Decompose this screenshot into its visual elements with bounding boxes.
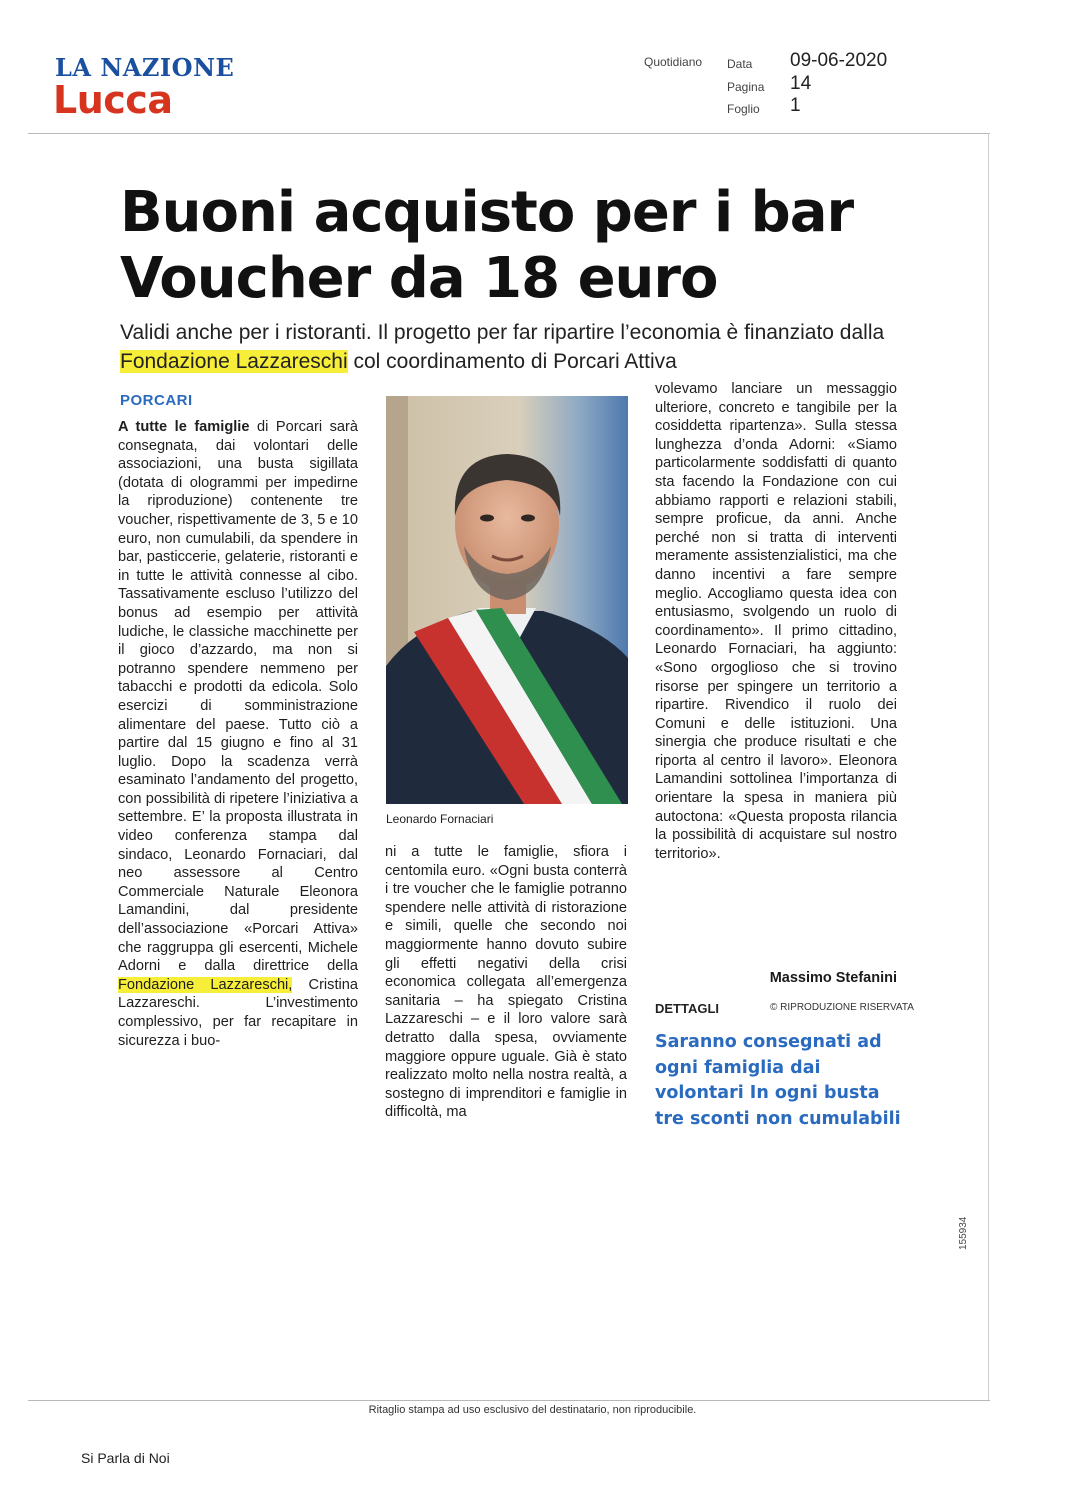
article-author: Massimo Stefanini	[769, 970, 897, 986]
column-1-highlight: Fondazione Lazzareschi,	[118, 976, 293, 993]
frame-bottom-rule	[28, 1400, 990, 1401]
newspaper-edition: Lucca	[53, 78, 173, 122]
column-1-text-a: di Porcari sarà consegnata, dai volontari delle associazioni, una busta sigillata (dotata di ologrammi per impedirne la riproduzione) contenente tre voucher, rispettivamente de 3, 5 e 10 euro, non cumulabili, da spendere in bar, pasticcerie, gelaterie, ristoranti e in tutte le attività connesse al cibo. Tassativamente escluso l’utilizzo del bonus ad esempio per attività ludiche, le classiche macchinette per il gioco d’azzardo, ma non si potranno spendere nemmeno per tabacchi e prodotti da edicola. Solo esercizi di somministrazione alimentare del paese. Tutto ciò a partire dal 15 giugno e fino al 31 luglio. Dopo la scadenza verrà esaminato l’andamento del progetto, con possibilità di ripetere l’iniziativa a settembre. E’ la proposta illustrata in video conferenza stampa dal sindaco, Leonardo Fornaciari, dal neo assessore al Centro Commerciale Naturale Eleonora Lamandini, dal presidente dell’associazione «Porcari Attiva» che raggruppa gli esercenti, Michele Adorni e dalla direttrice della	[118, 419, 359, 975]
mayor-photo	[386, 396, 628, 804]
page-label: Pagina	[727, 80, 765, 94]
photo-caption: Leonardo Fornaciari	[386, 812, 494, 826]
date-label: Data	[727, 57, 753, 71]
portrait-illustration	[386, 396, 628, 804]
article-column-2: ni a tutte le famiglie, sfiora i centomila euro. «Ogni busta conterrà i tre voucher che le famiglie potranno spendere nelle attività di ristorazione e simili, quelle che secondo noi maggiormente hanno dovuto subire gli effetti negativi della crisi economica collegata all’emergenza sanitaria – ha spiegato Cristina Lazzareschi – e il loro valore sarà detratto dalla spesa, ovviamente maggiore oppure uguale. Già è stato realizzato molto nella nostra realtà, a sostegno di imprenditori e famiglie in difficoltà, ma	[385, 844, 627, 1121]
clipping-disclaimer: Ritaglio stampa ad uso esclusivo del destinatario, non riproducibile.	[368, 1404, 697, 1416]
footer-label: Si Parla di Noi	[81, 1450, 170, 1466]
details-summary: Saranno consegnati ad ogni famiglia dai volontari In ogni busta tre sconti non cumulabili	[655, 1032, 901, 1129]
subheadline-text-b: col coordinamento di Porcari Attiva	[347, 350, 677, 373]
copyright-notice: © RIPRODUZIONE RISERVATA	[770, 1002, 914, 1013]
newspaper-name: LA NAZIONE	[55, 53, 235, 82]
sheet-value: 1	[790, 95, 801, 116]
date-value: 09-06-2020	[790, 50, 888, 71]
section-label: PORCARI	[120, 392, 193, 409]
headline-line-1: Buoni acquisto per i bar	[120, 180, 854, 245]
lead-in: A tutte le famiglie	[118, 419, 250, 435]
details-label: DETTAGLI	[655, 1001, 720, 1016]
article-column-3: volevamo lanciare un messaggio ulteriore, concreto e tangibile per la cosiddetta ripartenza». Sulla stessa lunghezza d’onda Adorni: «Siamo particolarmente soddisfatti di quanto sta facendo la Fondazione con cui abbiamo rapporti e relazioni stabili, sempre proficue, da anni. Anche perché non si tratta di interventi meramente assistenzialistici, ma che danno incentivi a fare sempre meglio. Accogliamo questa idea con entusiasmo, svolgendo un ruolo di coordinamento». Il primo cittadino, Leonardo Fornaciari, ha aggiunto: «Sono orgoglioso che si trovino risorse per spingere un territorio a ripartire. Rivendico il ruolo dei Comuni e delle istituzioni. Una sinergia che produce risultati e che riporta al centro il lavoro». Eleonora Lamandini sottolinea l’importanza di orientare la spesa in maniera più autoctona: «Questa proposta rilancia la possibilità di acquistare sul nostro territorio».	[655, 381, 897, 862]
article-subheadline	[120, 318, 940, 376]
article-column-1	[118, 418, 358, 1050]
subheadline-text-a: Validi anche per i ristoranti. Il progetto per far ripartire l’economia è finanziato dalla	[120, 321, 885, 344]
subheadline-highlight: Fondazione Lazzareschi	[120, 350, 348, 373]
article-headline	[120, 180, 960, 312]
sheet-label: Foglio	[727, 102, 760, 116]
clipping-code: 155934	[958, 1216, 969, 1250]
headline-line-2: Voucher da 18 euro	[120, 246, 718, 311]
page-value: 14	[790, 73, 812, 94]
frame-right-rule	[988, 133, 989, 1401]
column-1-text-b: Cristina Lazzareschi. L’investimento complessivo, per far recapitare in sicurezza i buo-	[118, 976, 358, 1049]
publication-type: Quotidiano	[644, 55, 703, 69]
frame-top-rule	[28, 133, 990, 134]
